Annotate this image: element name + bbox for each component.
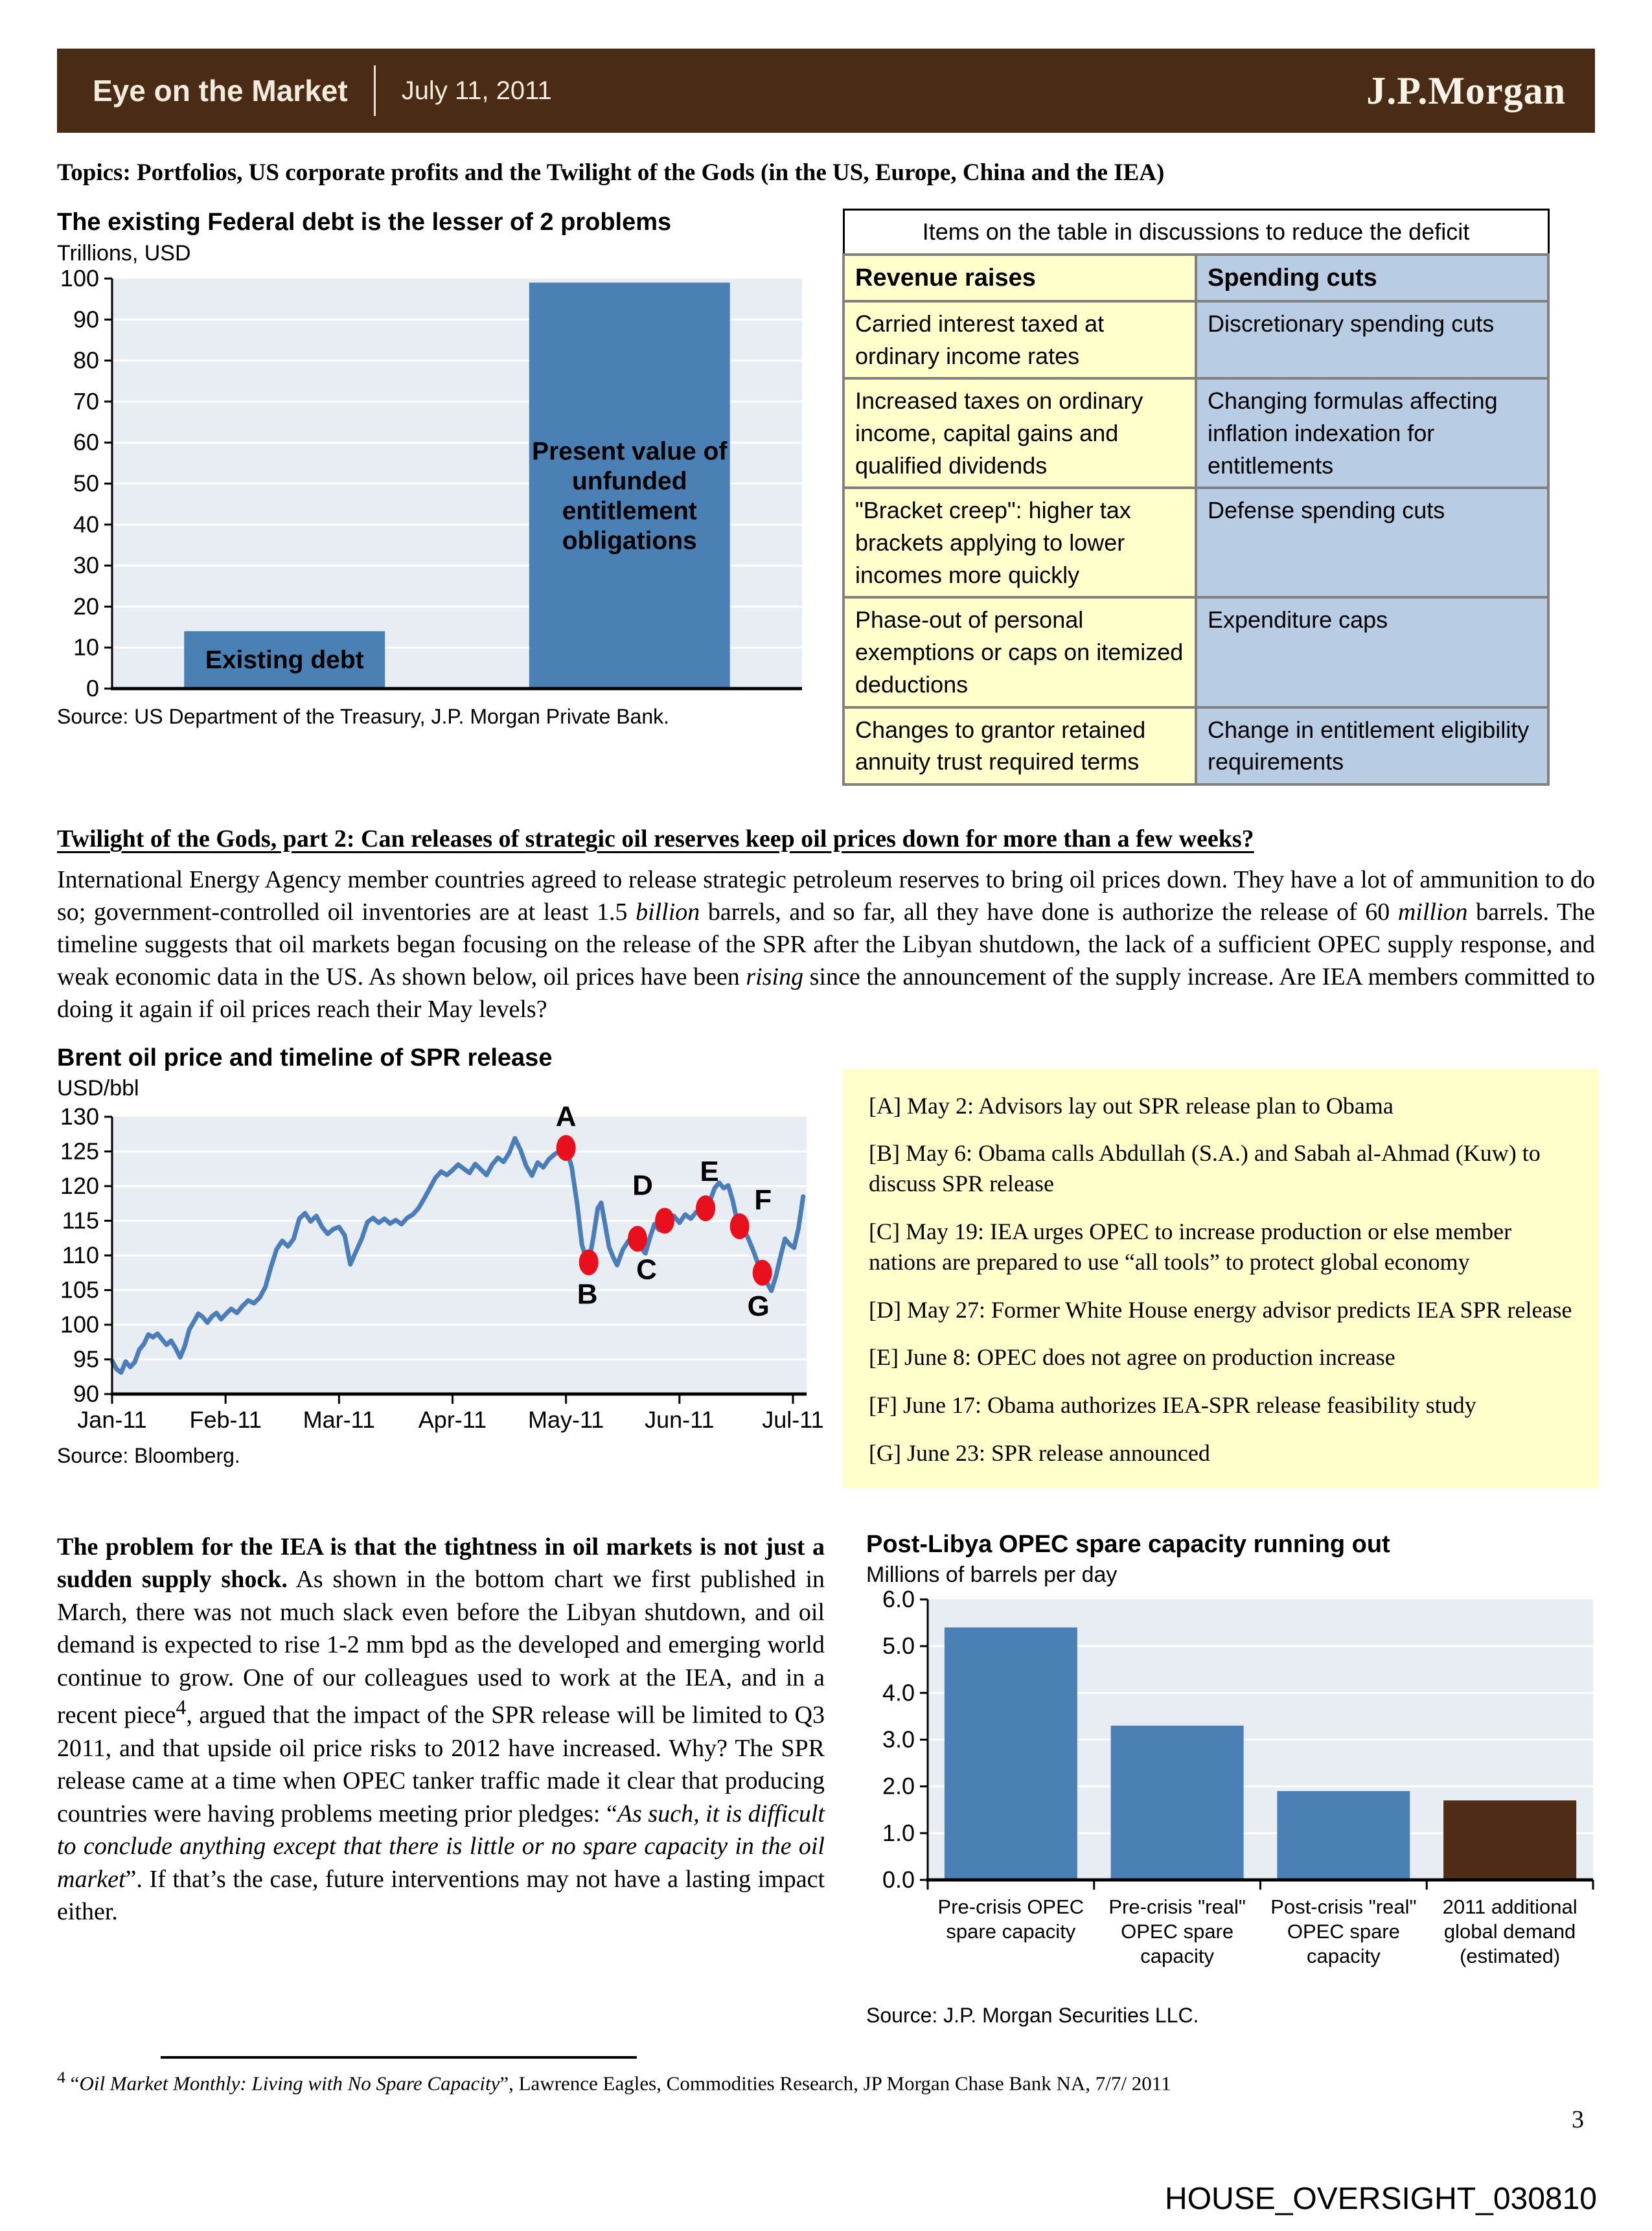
svg-text:Mar-11: Mar-11 xyxy=(303,1406,376,1434)
svg-text:120: 120 xyxy=(60,1173,99,1200)
svg-text:capacity: capacity xyxy=(1140,1945,1214,1968)
svg-text:May-11: May-11 xyxy=(527,1406,604,1434)
svg-text:125: 125 xyxy=(60,1138,99,1165)
topics-line: Topics: Portfolios, US corporate profits and the Twilight of the Gods (in the US, Europe, China and the IEA) xyxy=(57,159,1165,186)
federal-debt-chart-plot xyxy=(57,269,809,696)
brent-chart-title: Brent oil price and timeline of SPR release xyxy=(57,1044,553,1071)
header-divider xyxy=(374,65,376,116)
svg-text:OPEC spare: OPEC spare xyxy=(1287,1920,1400,1943)
revenue-cell: Changes to grantor retained annuity trust required terms xyxy=(843,707,1196,784)
svg-text:Apr-11: Apr-11 xyxy=(418,1406,487,1434)
svg-text:1.0: 1.0 xyxy=(882,1820,915,1847)
svg-text:5.0: 5.0 xyxy=(882,1632,915,1660)
svg-text:6.0: 6.0 xyxy=(882,1590,915,1613)
row-debt-and-table xyxy=(57,209,1595,786)
brent-chart-source: Source: Bloomberg. xyxy=(57,1444,240,1468)
opec-chart-title: Post-Libya OPEC spare capacity running out xyxy=(866,1530,1390,1558)
deficit-table xyxy=(842,209,1550,786)
opec-chart xyxy=(866,1531,1598,2028)
spending-cell: Change in entitlement eligibility requirements xyxy=(1196,707,1548,784)
timeline-item-D: [D] May 27: Former White House energy advisor predicts IEA SPR release xyxy=(869,1296,1572,1323)
svg-text:(estimated): (estimated) xyxy=(1460,1945,1561,1968)
svg-text:Pre-crisis OPEC: Pre-crisis OPEC xyxy=(937,1895,1084,1919)
deficit-table-col-revenue: Revenue raises xyxy=(843,255,1196,301)
svg-text:Jan-11: Jan-11 xyxy=(77,1406,147,1434)
timeline-item-F: [F] June 17: Obama authorizes IEA-SPR release feasibility study xyxy=(869,1392,1476,1419)
header-bar xyxy=(57,49,1595,133)
svg-text:capacity: capacity xyxy=(1307,1945,1381,1968)
document-page xyxy=(0,49,1652,2096)
svg-text:Present value of: Present value of xyxy=(532,437,728,466)
timeline-item-B: [B] May 6: Obama calls Abdullah (S.A.) and Sabah al-Ahmad (Kuw) to discuss SPR release xyxy=(869,1140,1541,1197)
svg-text:70: 70 xyxy=(73,387,99,415)
brent-chart xyxy=(57,1044,824,1469)
deficit-table-row-0 xyxy=(843,301,1548,378)
svg-text:0: 0 xyxy=(86,674,99,696)
oversight-watermark: HOUSE_OVERSIGHT_030810 xyxy=(1165,2182,1597,2216)
brent-chart-units: USD/bbl xyxy=(57,1076,139,1101)
opec-chart-source: Source: J.P. Morgan Securities LLC. xyxy=(866,2004,1199,2028)
svg-text:2.0: 2.0 xyxy=(882,1773,915,1800)
svg-text:F: F xyxy=(754,1184,772,1217)
spending-cell: Discretionary spending cuts xyxy=(1196,301,1548,378)
deficit-table-title: Items on the table in discussions to reduce the deficit xyxy=(843,210,1548,255)
svg-text:0.0: 0.0 xyxy=(882,1866,915,1893)
svg-text:90: 90 xyxy=(73,1380,99,1408)
spending-cell: Defense spending cuts xyxy=(1196,488,1548,597)
svg-text:unfunded: unfunded xyxy=(571,467,687,496)
deficit-table-body xyxy=(843,210,1548,784)
svg-text:B: B xyxy=(577,1279,598,1311)
opec-chart-units: Millions of barrels per day xyxy=(866,1562,1118,1588)
revenue-cell: Phase-out of personal exemptions or caps on itemized deductions xyxy=(843,597,1196,707)
svg-text:40: 40 xyxy=(73,510,99,538)
svg-text:105: 105 xyxy=(60,1276,99,1303)
svg-text:130: 130 xyxy=(60,1103,99,1130)
svg-text:entitlement: entitlement xyxy=(562,497,697,525)
svg-text:95: 95 xyxy=(73,1345,99,1373)
deficit-table-title-row xyxy=(843,210,1548,255)
svg-text:100: 100 xyxy=(60,1311,99,1338)
svg-text:2011 additional: 2011 additional xyxy=(1442,1895,1577,1919)
svg-text:Pre-crisis "real": Pre-crisis "real" xyxy=(1108,1895,1246,1919)
svg-text:C: C xyxy=(636,1253,657,1286)
svg-text:110: 110 xyxy=(62,1242,99,1269)
deficit-table-col-spending: Spending cuts xyxy=(1196,255,1548,301)
header-left xyxy=(57,65,1366,116)
svg-text:spare capacity: spare capacity xyxy=(946,1920,1076,1943)
row-iea-and-opec xyxy=(57,1531,1595,2028)
federal-debt-chart-title: The existing Federal debt is the lesser of 2 problems xyxy=(57,209,672,236)
revenue-cell: "Bracket creep": higher tax brackets applying to lower incomes more quickly xyxy=(843,488,1196,597)
spr-timeline-box xyxy=(843,1069,1599,1488)
publication-title: Eye on the Market xyxy=(93,74,348,108)
opec-chart-plot xyxy=(866,1590,1598,1995)
brent-chart-plot xyxy=(57,1101,824,1436)
svg-text:Existing debt: Existing debt xyxy=(205,646,364,674)
deficit-table-row-4 xyxy=(843,707,1548,784)
svg-text:20: 20 xyxy=(73,593,99,620)
svg-text:Jun-11: Jun-11 xyxy=(645,1406,715,1434)
svg-text:80: 80 xyxy=(73,347,99,374)
federal-debt-chart xyxy=(57,209,809,729)
row-brent-and-timeline xyxy=(57,1044,1595,1488)
deficit-table-row-2 xyxy=(843,488,1548,597)
svg-text:50: 50 xyxy=(73,470,99,497)
svg-text:4.0: 4.0 xyxy=(882,1679,915,1706)
svg-text:global demand: global demand xyxy=(1443,1920,1576,1943)
svg-text:Feb-11: Feb-11 xyxy=(189,1406,262,1434)
svg-text:G: G xyxy=(747,1290,770,1323)
revenue-cell: Carried interest taxed at ordinary income rates xyxy=(843,301,1196,378)
section-heading-twilight: Twilight of the Gods, part 2: Can releases of strategic oil reserves keep oil prices down for more than a few weeks? xyxy=(57,825,1254,852)
svg-text:90: 90 xyxy=(73,305,99,332)
svg-text:OPEC spare: OPEC spare xyxy=(1121,1920,1234,1943)
svg-text:Post-crisis "real": Post-crisis "real" xyxy=(1270,1895,1417,1919)
svg-text:D: D xyxy=(632,1169,653,1202)
svg-text:100: 100 xyxy=(60,268,99,292)
svg-text:30: 30 xyxy=(73,551,99,578)
federal-debt-chart-source: Source: US Department of the Treasury, J.P. Morgan Private Bank. xyxy=(57,704,670,728)
iea-paragraph: The problem for the IEA is that the tightness in oil markets is not just a sudden supply shock. As shown in the bottom chart we first published in March, there was not much slack even before the Libyan shutdown, and oil demand is expected to rise 1-2 mm bpd as the developed and emerging world continue to grow. One of our colleagues used to work at the IEA, and in a recent piece$^4$, argued that the impact of the SPR release will be limited to Q3 2011, and that upside oil price risks to 2012 have increased. Why? The SPR release came at a time when OPEC tanker traffic made it clear that producing countries were having problems meeting prior pledges: “As such, it is difficult to conclude anything except that there is little or no spare capacity in the oil market”. If that’s the case, future interventions may not have a lasting impact either. xyxy=(57,1533,825,1926)
svg-text:10: 10 xyxy=(73,634,99,661)
timeline-item-E: [E] June 8: OPEC does not agree on production increase xyxy=(869,1344,1395,1371)
svg-text:Jul-11: Jul-11 xyxy=(762,1406,824,1434)
deficit-table-container xyxy=(842,209,1550,786)
deficit-table-header-row xyxy=(843,255,1548,301)
timeline-item-A: [A] May 2: Advisors lay out SPR release plan to Obama xyxy=(869,1092,1394,1119)
revenue-cell: Increased taxes on ordinary income, capital gains and qualified dividends xyxy=(843,378,1196,488)
spending-cell: Expenditure caps xyxy=(1196,597,1548,707)
footnote-rule xyxy=(161,2056,637,2059)
jpmorgan-logo: J.P.Morgan xyxy=(1366,69,1566,112)
svg-text:115: 115 xyxy=(62,1207,99,1234)
deficit-table-row-1 xyxy=(843,378,1548,488)
svg-text:A: A xyxy=(555,1101,577,1133)
svg-text:3.0: 3.0 xyxy=(882,1726,915,1753)
section-paragraph: International Energy Agency member countries agreed to release strategic petroleum reserves to bring oil prices down. They have a lot of ammunition to do so; government-controlled oil inventories are at least 1.5 billion barrels, and so far, all they have done is authorize the release of 60 million barrels. The timeline suggests that oil markets began focusing on the release of the SPR after the Libyan shutdown, the lack of a sufficient OPEC supply response, and weak economic data in the US. As shown below, oil prices have been rising since the announcement of the supply increase. Are IEA members committed to doing it again if oil prices reach their May levels? xyxy=(57,865,1596,1024)
timeline-item-G: [G] June 23: SPR release announced xyxy=(869,1440,1210,1466)
publication-date: July 11, 2011 xyxy=(401,76,552,105)
svg-text:60: 60 xyxy=(73,428,99,455)
svg-text:obligations: obligations xyxy=(562,527,697,555)
federal-debt-chart-units: Trillions, USD xyxy=(57,240,191,266)
page-number: 3 xyxy=(1572,2106,1584,2133)
footnote-text: $^4$ “Oil Market Monthly: Living with No Spare Capacity”, Lawrence Eagles, Commodities Research, JP Morgan Chase Bank NA, 7/7/ 2011 xyxy=(57,2068,1171,2095)
spending-cell: Changing formulas affecting inflation indexation for entitlements xyxy=(1196,378,1548,488)
timeline-item-C: [C] May 19: IEA urges OPEC to increase production or else member nations are prepared to use “all tools” to protect global economy xyxy=(869,1218,1512,1275)
deficit-table-row-3 xyxy=(843,597,1548,707)
svg-text:E: E xyxy=(700,1156,719,1188)
